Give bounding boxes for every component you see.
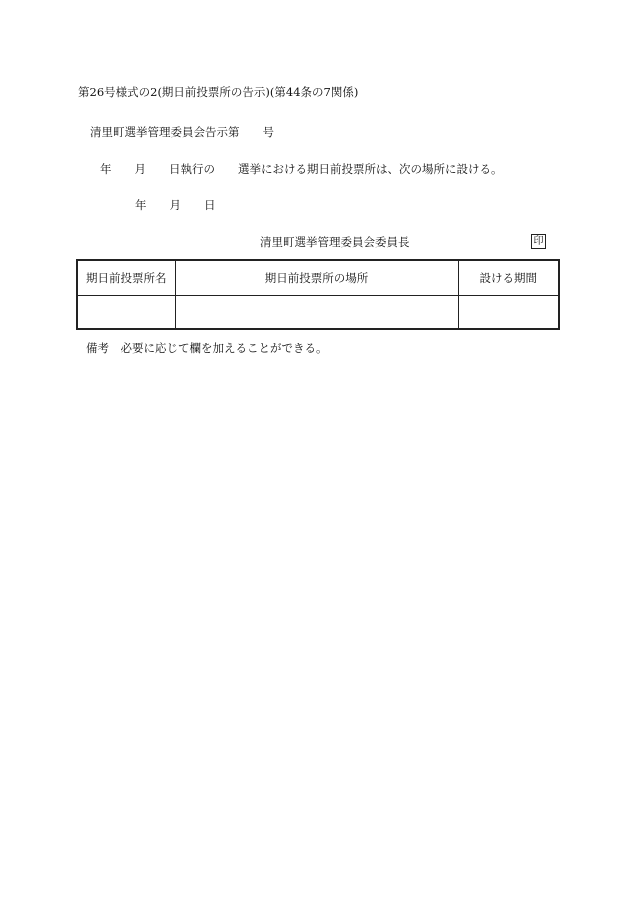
cell-station-name [77, 296, 175, 330]
notice-body: 年 月 日執行の 選挙における期日前投票所は、次の場所に設ける。 [100, 162, 503, 176]
remarks-note: 備考 必要に応じて欄を加えることができる。 [86, 341, 328, 355]
header-station-location: 期日前投票所の場所 [175, 260, 458, 296]
committee-chair-title: 清里町選挙管理委員会委員長 [260, 235, 410, 249]
seal-stamp-box: 印 [531, 234, 546, 249]
notice-number: 清里町選挙管理委員会告示第 号 [90, 125, 274, 139]
cell-station-location [175, 296, 458, 330]
header-station-name: 期日前投票所名 [77, 260, 175, 296]
table-header-row [77, 260, 559, 296]
cell-period [458, 296, 559, 330]
early-voting-station-table [76, 259, 560, 330]
header-period: 設ける期間 [458, 260, 559, 296]
table-row [77, 296, 559, 330]
notice-date: 年 月 日 [135, 198, 216, 212]
form-heading: 第26号様式の2(期日前投票所の告示)(第44条の7関係) [78, 85, 359, 99]
